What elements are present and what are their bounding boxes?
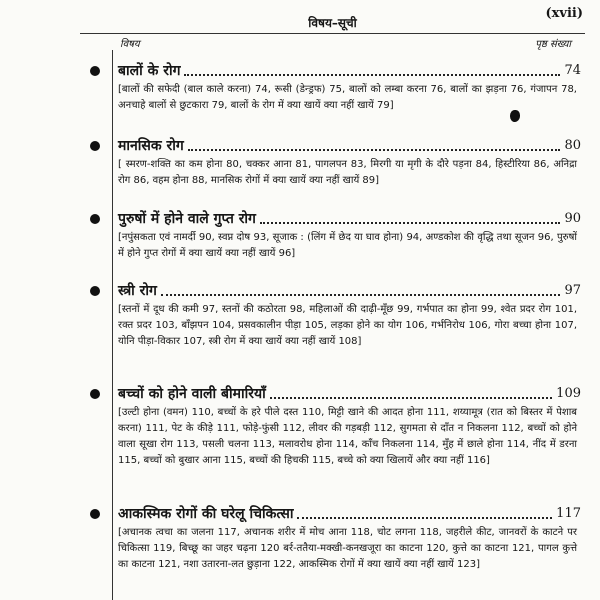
section-title: आकस्मिक रोगों की घरेलू चिकित्सा (118, 505, 294, 522)
section-page: 97 (564, 282, 581, 298)
page-title: विषय–सूची (308, 16, 357, 30)
bullet-icon (90, 214, 100, 224)
margin-rule (112, 50, 113, 600)
section-heading (118, 135, 581, 155)
ink-blot (510, 110, 520, 122)
dot-leader (184, 64, 560, 76)
section-topics: [नपुंसकता एवं नामर्दी 90, स्वप्न दोष 93, सूजाक : (लिंग में छेद या घाव होना) 94, अण्डकोश की वृद्धि तथा सूजन 96, पुरुषों में होने गुप्त रोगों में क्या खायें क्या नहीं खायें 96] (118, 232, 577, 259)
dot-leader (161, 284, 561, 296)
section-title: बच्चों को होने वाली बीमारियाँ (118, 385, 266, 402)
page-number: (xvii) (545, 6, 583, 21)
section-title: मानसिक रोग (118, 137, 184, 154)
section-topics: [स्तनों में दूध की कमी 97, स्तनों की कठोरता 98, महिलाओं की दाढ़ी-मूँछ 99, गर्भपात का होना 99, श्वेत प्रदर रोग 101, रक्त प्रदर 103, बाँझपन 104, प्रसवकालीन पीड़ा 105, लड़का होने का योग 106, गर्भनिरोध 106, गोरा बच्चा होना 107, योनि पीड़ा-विकार 107, स्त्री रोग में क्या खायें क्या नहीं खायें 108] (118, 304, 577, 347)
bullet-icon (90, 141, 100, 151)
dot-leader (270, 387, 552, 399)
section-page: 74 (564, 62, 581, 78)
section-title: बालों के रोग (118, 62, 181, 79)
section-topics: [अचानक त्वचा का जलना 117, अचानक शरीर में मोच आना 118, चोट लगना 118, जहरीले कीट, जानवरों के काटने पर चिकित्सा 119, बिच्छू का जहर चढ़ना 120 बर्र-ततैया-मक्खी-कनखजूरा का काटना 120, कुत्ते का काटना 121, पागल कुत्ते का काटना 121, नशा उतारना-लत छुड़ाना 122, आकस्मिक रोगों में क्या खायें क्या नहीं खायें 123] (118, 527, 577, 570)
page-header (80, 0, 585, 30)
section-heading (118, 383, 581, 403)
bullet-icon (90, 389, 100, 399)
column-header-subject: विषय (120, 39, 140, 50)
bullet-icon (90, 509, 100, 519)
section-page: 80 (564, 137, 581, 153)
section-title: स्त्री रोग (118, 282, 157, 299)
section-topics: [बालों की सफेदी (बाल काले करना) 74, रूसी (डेन्ड्रफ) 75, बालों को लम्बा करना 76, बालों का झड़ना 76, गंजापन 78, अनचाहे बालों से छुटकारा 79, बालों के रोग में क्या खायें क्या नहीं खायें 79] (118, 84, 577, 111)
column-headers (80, 34, 585, 50)
section-heading (118, 60, 581, 80)
section-page: 90 (564, 210, 581, 226)
column-header-page: पृष्ठ संख्या (535, 39, 571, 50)
section-page: 109 (556, 385, 581, 401)
section-topics: [ स्मरण-शक्ति का कम होना 80, चक्कर आना 81, पागलपन 83, मिरगी या मृगी के दौरे पड़ना 84, हिस्टीरिया 86, अनिद्रा रोग 86, वहम होना 88, मानसिक रोगों में क्या खायें क्या नहीं खायें 89] (118, 159, 577, 186)
dot-leader (260, 212, 561, 224)
section-heading (118, 208, 581, 228)
section-heading (118, 503, 581, 523)
bullet-icon (90, 66, 100, 76)
section-topics: [उल्टी होना (वमन) 110, बच्चों के हरे पीले दस्त 110, मिट्टी खाने की आदत होना 111, शय्यामूत्र (रात को बिस्तर में पेशाब करना) 111, पेट के कीड़े 111, फोड़े-फुंसी 112, लीवर की गड़बड़ी 112, सुगमता से दाँत न निकलना 112, बच्चों को होने वाला सूखा रोग 113, पसली चलना 113, मलावरोध होना 114, काँच निकलना 114, मुँह में छाले होना 114, नींद में डरना 115, बच्चों को बुखार आना 115, बच्चों की हिचकी 115, बच्चे को क्या खिलायें और क्या नहीं 116] (118, 407, 577, 466)
section-title: पुरुषों में होने वाले गुप्त रोग (118, 210, 256, 227)
bullet-icon (90, 286, 100, 296)
section-page: 117 (556, 505, 581, 521)
section-heading (118, 280, 581, 300)
dot-leader (297, 507, 552, 519)
dot-leader (188, 139, 561, 151)
